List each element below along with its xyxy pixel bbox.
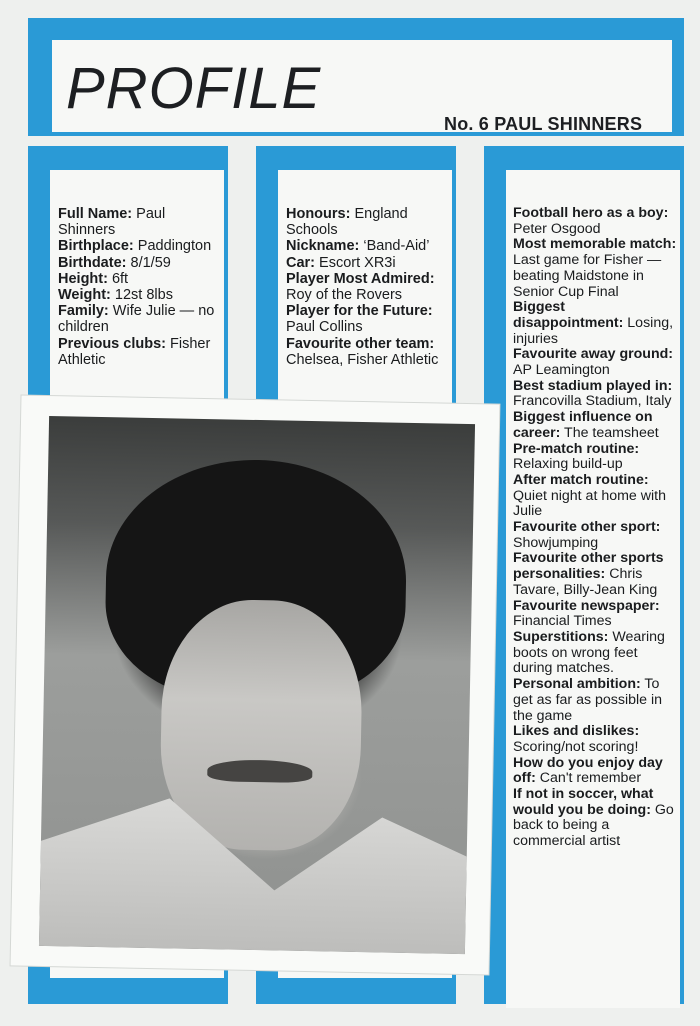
profile-entry [513, 599, 679, 630]
entry-label: Family: [58, 303, 109, 320]
profile-entry [513, 787, 679, 850]
profile-entry [513, 237, 679, 300]
entry-value: To get as far as possible in the game [513, 676, 663, 724]
entry-value: Roy of the Rovers [286, 287, 403, 304]
profile-entry [513, 551, 679, 598]
profile-entry [513, 300, 679, 347]
entry-value: Paul Shinners [58, 206, 166, 239]
profile-entry [513, 520, 679, 551]
entry-label: After match routine: [513, 471, 649, 488]
profile-entry [513, 410, 679, 441]
entry-value: Chris Tavare, Billy-Jean King [513, 566, 658, 598]
profile-column-2 [286, 206, 448, 368]
entry-label: Biggest disappointment: [513, 299, 624, 331]
entry-label: Height: [58, 270, 108, 287]
entry-label: Player Most Admired: [286, 270, 435, 287]
entry-label: Birthplace: [58, 238, 134, 255]
page-title: PROFILE [66, 56, 322, 121]
entry-label: Player for the Future: [286, 303, 433, 320]
entry-label: Superstitions: [513, 628, 609, 645]
entry-value: Fisher Athletic [58, 335, 211, 368]
entry-label: Previous clubs: [58, 335, 166, 352]
profile-entry [513, 630, 679, 677]
entry-value: Can't remember [539, 770, 642, 787]
entry-label: Best stadium played in: [513, 377, 673, 394]
entry-label: Car: [286, 254, 316, 271]
entry-value: Quiet night at home with Julie [513, 487, 666, 520]
entry-value: The teamsheet [564, 424, 659, 441]
entry-label: Full Name: [58, 206, 133, 222]
entry-value: 8/1/59 [130, 254, 171, 271]
entry-value: England Schools [286, 206, 408, 239]
profile-column-1 [58, 206, 220, 368]
entry-value: AP Leamington [513, 362, 610, 379]
profile-entry [513, 347, 679, 378]
entry-label: Nickname: [286, 238, 360, 255]
profile-entry [513, 442, 679, 473]
entry-value: Paul Collins [286, 319, 363, 336]
entry-value: Last game for Fisher — beating Maidstone in Senior Cup Final [513, 252, 662, 300]
profile-entry [513, 677, 679, 724]
entry-value: Go back to being a commercial artist [513, 801, 674, 850]
player-photo [39, 416, 475, 954]
profile-entry [513, 206, 679, 237]
entry-value: Scoring/not scoring! [513, 738, 639, 755]
profile-entry [58, 287, 220, 303]
entry-label: Pre-match routine: [513, 440, 640, 457]
entry-value: Chelsea, Fisher Athletic [286, 351, 439, 368]
entry-value: Relaxing build-up [513, 456, 623, 473]
entry-label: Weight: [58, 287, 111, 304]
entry-label: Favourite away ground: [513, 346, 674, 363]
entry-value: Losing, injuries [513, 314, 674, 347]
entry-label: Honours: [286, 206, 351, 222]
entry-value: Wearing boots on wrong feet during matches. [513, 628, 665, 677]
entry-label: Favourite other team: [286, 335, 435, 352]
profile-entry [513, 756, 679, 787]
entry-label: Most memorable match: [513, 236, 677, 253]
entry-value: Wife Julie — no children [58, 303, 215, 336]
player-subtitle: No. 6 PAUL SHINNERS [444, 114, 643, 134]
entry-value: Escort XR3i [319, 254, 396, 271]
profile-entry [58, 271, 220, 287]
entry-label: Birthdate: [58, 254, 127, 271]
profile-entry [286, 238, 448, 254]
profile-entry [286, 255, 448, 271]
entry-label: Favourite other sport: [513, 519, 661, 536]
entry-value: 12st 8lbs [114, 287, 173, 304]
entry-value: Paddington [137, 238, 212, 255]
entry-label: Favourite newspaper: [513, 597, 660, 614]
profile-column-3 [513, 206, 679, 850]
entry-label: Biggest influence on career: [513, 409, 653, 441]
entry-label: If not in soccer, what would you be doing: [513, 786, 654, 818]
player-photo-frame [11, 395, 500, 974]
profile-entry [286, 206, 448, 238]
profile-entry [286, 336, 448, 368]
photo-face [159, 598, 364, 852]
profile-entry [513, 724, 679, 755]
profile-entry [286, 271, 448, 303]
profile-entry [513, 473, 679, 520]
entry-label: How do you enjoy day off: [513, 754, 663, 787]
entry-value: Francovilla Stadium, Italy [513, 393, 672, 410]
entry-value: Peter Osgood [513, 220, 601, 237]
entry-label: Personal ambition: [513, 676, 641, 693]
entry-label: Football hero as a boy: [513, 205, 669, 221]
entry-value: Showjumping [513, 534, 599, 551]
profile-entry [58, 206, 220, 238]
entry-value: Financial Times [513, 613, 612, 630]
profile-entry [513, 379, 679, 410]
entry-label: Favourite other sports personalities: [513, 550, 664, 583]
profile-entry [286, 303, 448, 335]
profile-entry [58, 303, 220, 335]
profile-entry [58, 238, 220, 254]
profile-entry [58, 336, 220, 368]
entry-value: ‘Band-Aid’ [363, 238, 430, 255]
entry-value: 6ft [111, 270, 129, 287]
profile-entry [58, 255, 220, 271]
entry-label: Likes and dislikes: [513, 723, 640, 740]
